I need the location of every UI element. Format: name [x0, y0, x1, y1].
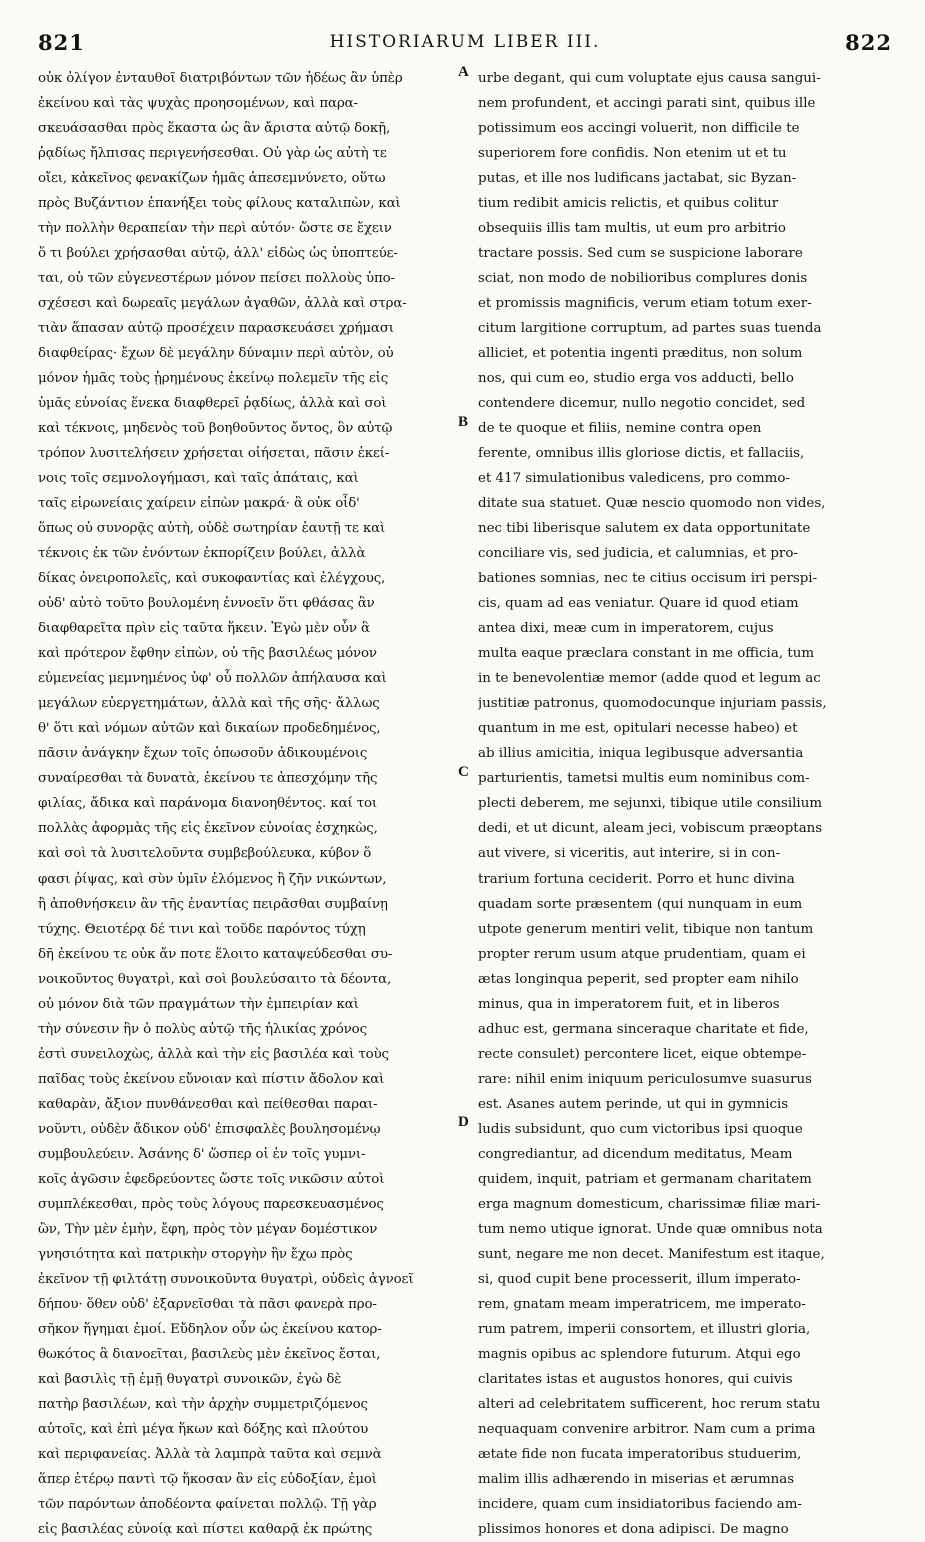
margin-marker-d: D — [458, 1114, 469, 1130]
text-line: contendere dicemur, nullo negotio concidet, sed — [478, 396, 806, 412]
text-line: καὶ περιφανείας. Ἀλλὰ τὰ λαμπρὰ ταῦτα καὶ σεμνὰ — [38, 1446, 382, 1462]
text-line: ditate sua statuet. Quæ nescio quomodo non vides, — [478, 496, 826, 512]
text-line: nequaquam convenire arbitror. Nam cum a prima — [478, 1421, 816, 1437]
margin-marker-a: A — [458, 64, 469, 80]
text-line: parturientis, tametsi multis eum nominibus com- — [478, 771, 810, 787]
text-line: σῆκον ἥγημαι ἐμοί. Εὔδηλον οὖν ὡς ἐκείνου κατορ- — [38, 1321, 382, 1337]
text-line: antea dixi, meæ cum in imperatorem, cujus — [478, 621, 774, 637]
text-line: aut vivere, si viceritis, aut interire, si in con- — [478, 846, 781, 862]
text-line: νοῦντι, οὐδὲν ἄδικον οὐδ' ἐπισφαλὲς βουλησομένῳ — [38, 1121, 381, 1137]
text-line: quantum in me est, opitulari necesse habeo) et — [478, 721, 798, 737]
text-line: tium redibit amicis relictis, et quibus colitur — [478, 196, 779, 212]
margin-marker-b: B — [458, 414, 469, 430]
text-line: dedi, et ut dicunt, aleam jeci, vobiscum præoptans — [478, 821, 823, 837]
text-line: propter rerum usum atque prudentiam, quam ei — [478, 946, 806, 962]
text-line: σκευάσασθαι πρὸς ἕκαστα ὡς ἂν ἄριστα αὐτῷ δοκῇ, — [38, 121, 391, 137]
page-number-left: 821 — [38, 30, 85, 55]
text-line: malim illis adhærendo in miserias et ærumnas — [478, 1471, 795, 1487]
text-line: cis, quam ad eas veniatur. Quare id quod etiam — [478, 596, 799, 612]
text-line: sciat, non modo de nobilioribus complures donis — [478, 271, 808, 287]
text-line: plissimos honores et dona adipisci. De magno — [478, 1521, 789, 1537]
text-line: et promissis magnificis, verum etiam totum exer- — [478, 296, 812, 312]
text-line: plecti deberem, me sejunxi, tibique utile consilium — [478, 796, 823, 812]
text-line: πρὸς Βυζάντιον ἐπανήξει τοὺς φίλους καταλιπὼν, καὶ — [38, 196, 401, 212]
text-line: γνησιότητα καὶ πατρικὴν στοργὴν ἣν ἔχω πρὸς — [38, 1246, 353, 1262]
text-line: δῆ ἐκείνου τε οὐκ ἄν ποτε ἕλοιτο καταψεύδεσθαι συ- — [38, 946, 393, 962]
text-line: καὶ τέκνοις, μηδενὸς τοῦ βοηθοῦντος ὄντος, ὃν αὐτῷ — [38, 421, 393, 437]
text-line: ferente, omnibus illis gloriose dictis, et fallaciis, — [478, 446, 805, 462]
text-line: ὅ τι βούλει χρήσασθαι αὐτῷ, ἀλλ' εἰδὼς ὡς ὑποπτεύε- — [38, 246, 398, 262]
text-line: πολλὰς ἀφορμὰς τῆς εἰς ἐκεῖνον εὐνοίας ἐσχηκὼς, — [38, 821, 378, 837]
text-line: putas, et ille nos ludificans jactabat, sic Byzan- — [478, 171, 797, 187]
text-line: παῖδας τοὺς ἐκείνου εὔνοιαν καὶ πίστιν ἄδολον καὶ — [38, 1071, 385, 1087]
text-line: obsequiis illis tam multis, ut eum pro arbitrio — [478, 221, 786, 237]
text-line: νοικοῦντος θυγατρὶ, καὶ σοὶ βουλεύσαιτο τὰ δέοντα, — [38, 971, 392, 987]
text-line: μεγάλων εὐεργετημάτων, ἀλλὰ καὶ τῆς σῆς· ἄλλως — [38, 696, 380, 712]
text-line: est. Asanes autem perinde, ut qui in gymnicis — [478, 1096, 789, 1112]
text-line: καὶ σοὶ τὰ λυσιτελοῦντα συμβεβούλευκα, κύβον ὅ — [38, 846, 372, 862]
text-line: rem, gnatam meam imperatricem, me imperato- — [478, 1296, 806, 1312]
text-line: συναίρεσθαι τὰ δυνατὰ, ἐκείνου τε ἀπεσχόμην τῆς — [38, 771, 378, 787]
text-line: καὶ βασιλὶς τῇ ἐμῇ θυγατρὶ συνοικῶν, ἐγὼ δὲ — [38, 1371, 342, 1387]
text-line: σχέσεσι καὶ δωρεαῖς μεγάλων ἀγαθῶν, ἀλλὰ καὶ στρα- — [38, 296, 407, 312]
text-line: si, quod cupit bene processerit, illum imperato- — [478, 1271, 801, 1287]
text-line: τιὰν ἅπασαν αὐτῷ προσέχειν παρασκευάσει χρήμασι — [38, 321, 394, 337]
text-line: in te benevolentiæ memor (adde quod et legum ac — [478, 671, 821, 687]
margin-marker-c: C — [458, 764, 469, 780]
text-line: nec tibi liberisque salutem ex data opportunitate — [478, 521, 811, 537]
text-line: ἐκείνου καὶ τὰς ψυχὰς προησομένων, καὶ παρα- — [38, 96, 358, 112]
text-line: ὑμᾶς εὐνοίας ἕνεκα διαφθερεῖ ῥᾳδίως, ἀλλὰ καὶ σοὶ — [38, 396, 387, 412]
text-line: bationes somnias, nec te citius occisum iri perspi- — [478, 571, 818, 587]
text-line: urbe degant, qui cum voluptate ejus causa sangui- — [478, 71, 821, 86]
text-line: tum nemo utique ignorat. Unde quæ omnibus nota — [478, 1221, 823, 1237]
text-line: κοῖς ἀγῶσιν ἐφεδρεύοντες ὥστε τοῖς νικῶσιν αὐτοὶ — [38, 1171, 385, 1187]
text-line: de te quoque et filiis, nemine contra open — [478, 421, 762, 437]
text-line: rum patrem, imperii consortem, et illustri gloria, — [478, 1321, 811, 1337]
text-line: νοις τοῖς σεμνολογήμασι, καὶ ταῖς ἀπάταις, καὶ — [38, 471, 359, 487]
text-line: superiorem fore confidis. Non etenim ut et tu — [478, 146, 787, 162]
text-line: alliciet, et potentia ingenti præditus, non solum — [478, 346, 803, 362]
text-line: τῶν παρόντων ἀποδέοντα φαίνεται πολλῷ. Τῇ γὰρ — [38, 1496, 377, 1512]
text-line: ætate fide non fucata imperatoribus studuerim, — [478, 1446, 802, 1462]
text-line: erga magnum domesticum, charissimæ filiæ mari- — [478, 1196, 821, 1212]
text-line: ab illius amicitia, iniqua legibusque adversantia — [478, 746, 804, 762]
text-line: ἐκεῖνον τῇ φιλτάτῃ συνοικοῦντα θυγατρὶ, οὐδεὶς ἀγνοεῖ — [38, 1271, 414, 1287]
text-line: nos, qui cum eo, studio erga vos adducti, bello — [478, 371, 794, 387]
text-line: justitiæ patronus, quomodocunque injuriam passis, — [478, 696, 827, 712]
text-line: ται, οὐ τῶν εὐγενεστέρων μόνον πείσει πολλοὺς ὑπο- — [38, 271, 395, 287]
text-line: ἐστὶ συνειλοχὼς, ἀλλὰ καὶ τὴν εἰς βασιλέα καὶ τοὺς — [38, 1046, 389, 1062]
text-line: τὴν σύνεσιν ἣν ὁ πολὺς αὐτῷ τῆς ἡλικίας χρόνος — [38, 1021, 367, 1037]
text-line: δήπου· ὅθεν οὐδ' ἐξαρνεῖσθαι τὰ πᾶσι φανερὰ προ- — [38, 1296, 377, 1312]
latin-text-column — [478, 66, 892, 1542]
text-line: διαφθαρεῖτα πρὶν εἰς ταῦτα ἥκειν. Ἐγὼ μὲν οὖν ἃ — [38, 621, 370, 637]
text-line: πατὴρ βασιλέων, καὶ τὴν ἀρχὴν συμμετριζόμενος — [38, 1396, 368, 1412]
text-line: τέκνοις ἐκ τῶν ἐνόντων ἐκπορίζειν βούλει, ἀλλὰ — [38, 546, 366, 562]
text-line: συμπλέκεσθαι, πρὸς τοὺς λόγους παρεσκευασμένος — [38, 1196, 384, 1212]
text-line: ταῖς εἰρωνείαις χαίρειν εἰπὼν μακρά· ἃ οὐκ οἶδ' — [38, 496, 360, 512]
text-line: recte consulet) percontere licet, eique obtempe- — [478, 1046, 807, 1062]
page-header — [38, 30, 892, 60]
running-title: HISTORIARUM LIBER III. — [329, 32, 601, 52]
text-line: minus, qua in imperatorem fuit, et in liberos — [478, 996, 780, 1012]
text-line: congrediantur, ad dicendum meditatus, Meam — [478, 1146, 793, 1162]
text-line: ἢ ἀποθνήσκειν ἂν τῆς ἐναντίας πειρᾶσθαι συμβαίνῃ — [38, 896, 388, 912]
text-line: utpote generum mentiri velit, tibique non tantum — [478, 921, 814, 937]
text-line: ætas longinqua peperit, sed propter eam nihilo — [478, 971, 799, 987]
text-line: διαφθείρας· ἔχων δὲ μεγάλην δύναμιν περὶ αὐτὸν, οὐ — [38, 346, 394, 362]
text-line: multa eaque præclara constant in me officia, tum — [478, 646, 815, 662]
text-line: adhuc est, germana sinceraque charitate et fide, — [478, 1021, 809, 1037]
text-line: οὐδ' αὐτὸ τοῦτο βουλομένη ἐννοεῖν ὅτι φθάσας ἂν — [38, 596, 375, 612]
text-line: alteri ad celebritatem sufficerent, hoc rerum statu — [478, 1396, 821, 1412]
text-line: δίκας ὀνειροπολεῖς, καὶ συκοφαντίας καὶ ἐλέγχους, — [38, 571, 386, 587]
text-line: καὶ πρότερον ἔφθην εἰπὼν, οὐ τῆς βασιλέως μόνον — [38, 646, 377, 662]
text-line: incidere, quam cum insidiatoribus faciendo am- — [478, 1496, 802, 1512]
text-line: τὴν πολλὴν θεραπείαν τὴν περὶ αὐτόν· ὥστε σε ἔχειν — [38, 221, 392, 237]
text-line: εἰς βασιλέας εὐνοίᾳ καὶ πίστει καθαρᾷ ἐκ πρώτης — [38, 1521, 373, 1537]
text-line: συμβουλεύειν. Ἀσάνης δ' ὥσπερ οἱ ἐν τοῖς γυμνι- — [38, 1146, 366, 1162]
text-line: μόνον ἡμᾶς τοὺς ᾑρημένους ἐκείνῳ πολεμεῖν τῆς εἰς — [38, 371, 389, 387]
page-number-right: 822 — [845, 30, 892, 55]
text-line: potissimum eos accingi voluerit, non difficile te — [478, 121, 800, 137]
text-line: citum largitione corruptum, ad partes suas tuenda — [478, 321, 822, 337]
text-line: rare: nihil enim iniquum periculosumve suasurus — [478, 1071, 813, 1087]
text-line: καθαρὰν, ἄξιον πυνθάνεσθαι καὶ πείθεσθαι παραι- — [38, 1096, 378, 1112]
text-line: ῥᾳδίως ἤλπισας περιγενήσεσθαι. Οὐ γὰρ ὡς αὐτὴ τε — [38, 146, 387, 162]
text-line: sunt, negare me non decet. Manifestum est itaque, — [478, 1246, 825, 1262]
text-line: claritates istas et augustos honores, qui cuivis — [478, 1371, 793, 1387]
text-line: οὐκ ὀλίγον ἐνταυθοῖ διατριβόντων τῶν ἡδέως ἂν ὑπὲρ — [38, 71, 403, 86]
text-line: τρόπον λυσιτελήσειν χρήσεται οἰήσεται, πᾶσιν ἐκεί- — [38, 446, 390, 462]
text-line: φιλίας, ἄδικα καὶ παράνομα διανοηθέντος. καί τοι — [38, 796, 377, 812]
text-line: quadam sorte præsentem (qui nunquam in eum — [478, 896, 803, 912]
greek-text-column — [38, 66, 456, 1542]
text-line: θ' ὅτι καὶ νόμων αὐτῶν καὶ δικαίων προδεδημένος, — [38, 721, 381, 737]
text-line: ὅπως οὐ συνορᾷς αὐτὴ, οὐδὲ σωτηρίαν ἑαυτῇ τε καὶ — [38, 521, 386, 537]
text-line: ἅπερ ἑτέρῳ παντὶ τῷ ἥκοσαν ἂν εἰς εὐδοξίαν, ἐμοὶ — [38, 1471, 377, 1487]
text-line: conciliare vis, sed judicia, et calumnias, et pro- — [478, 546, 798, 562]
text-line: tractare possis. Sed cum se suspicione laborare — [478, 246, 803, 262]
text-line: nem profundent, et accingi parati sint, quibus ille — [478, 96, 816, 112]
text-line: φασι ῥίψας, καὶ σὺν ὑμῖν ἑλόμενος ἢ ζῆν νικώντων, — [38, 871, 387, 887]
text-line: magnis opibus ac splendore futurum. Atqui ego — [478, 1346, 801, 1362]
text-line: τύχης. Θειοτέρᾳ δέ τινι καὶ τοῦδε παρόντος τύχῃ — [38, 921, 366, 937]
text-line: πᾶσιν ἀνάγκην ἔχων τοῖς ὁπωσοῦν ἀδικουμένοις — [38, 746, 368, 762]
text-line: quidem, inquit, patriam et germanam charitatem — [478, 1171, 812, 1187]
text-line: οὐ μόνον διὰ τῶν πραγμάτων τὴν ἐμπειρίαν καὶ — [38, 996, 359, 1012]
text-line: οἴει, κἀκεῖνος φενακίζων ἡμᾶς ἀπεσεμνύνετο, οὕτω — [38, 171, 386, 187]
text-line: ὢν, Τὴν μὲν ἐμὴν, ἔφη, πρὸς τὸν μέγαν δομέστικον — [38, 1221, 378, 1237]
text-line: ludis subsidunt, quo cum victoribus ipsi quoque — [478, 1121, 803, 1137]
text-line: αὐτοῖς, καὶ ἐπὶ μέγα ἥκων καὶ δόξης καὶ πλούτου — [38, 1421, 369, 1437]
text-line: trarium fortuna ceciderit. Porro et hunc divina — [478, 871, 795, 887]
text-line: εὐμενείας μεμνημένος ὑφ' οὗ πολλῶν ἀπήλαυσα καὶ — [38, 671, 387, 687]
text-line: et 417 simulationibus valedicens, pro commo- — [478, 471, 790, 487]
text-line: θωκότος ἃ διανοεῖται, βασιλεὺς μὲν ἐκεῖνος ἔσται, — [38, 1346, 381, 1362]
